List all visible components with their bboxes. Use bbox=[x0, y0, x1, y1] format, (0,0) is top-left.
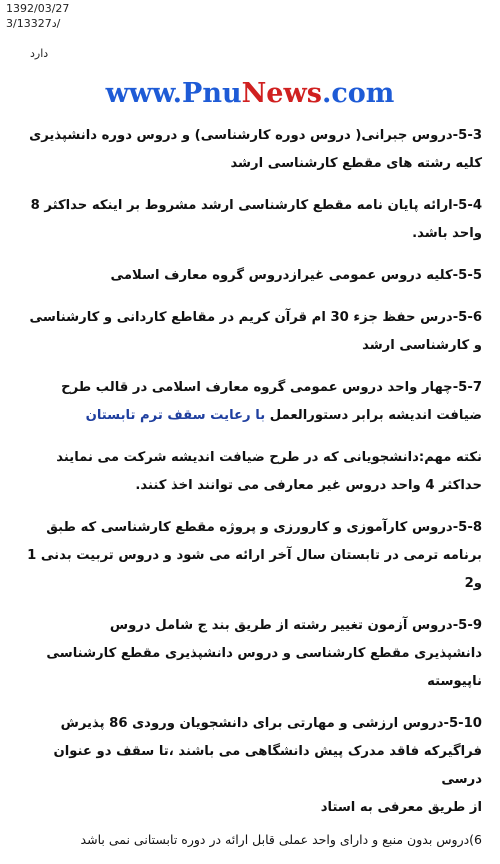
item-5-7 bbox=[18, 374, 482, 430]
document-body bbox=[18, 122, 482, 864]
item-line: 5-7-چهار واحد دروس عمومی گروه معارف اسلامی در قالب طرح bbox=[61, 380, 482, 395]
highlight-text: با رعایت سقف ترم تابستان bbox=[85, 408, 266, 423]
letter-number: 3/13327د/ bbox=[6, 17, 61, 30]
item-line-part: ضیافت اندیشه برابر دستورالعمل bbox=[265, 408, 482, 423]
important-note bbox=[18, 444, 482, 500]
item-line: 5-10-دروس ارزشی و مهارتی برای دانشجویان ورودی 86 پذیرش bbox=[60, 716, 482, 731]
item-line-mixed bbox=[18, 402, 482, 430]
item-line: برنامه ترمی در تابستان سال آخر ارائه می شود و دروس تربیت بدنی 1 و2 bbox=[27, 548, 482, 591]
site-watermark bbox=[0, 78, 500, 109]
site-part-3: .com bbox=[321, 78, 395, 109]
item-line: 5-9-دروس آزمون تغییر رشته از طریق بند ج شامل دروس bbox=[109, 618, 482, 633]
item-line: 5-4-ارائه پایان نامه مقطع کارشناسی ارشد مشروط بر اینکه حداکثر 8 bbox=[30, 198, 482, 213]
attachment-label: دارد bbox=[30, 47, 49, 60]
item-5-3 bbox=[18, 122, 482, 178]
item-line: دانشپذیری مقطع کارشناسی و دروس دانشپذیری مقطع کارشناسی bbox=[46, 646, 482, 661]
item-5-10 bbox=[18, 710, 482, 822]
item-line: 6)دروس بدون منبع و دارای واحد عملی قابل ارائه در دوره تابستانی نمی باشد bbox=[80, 832, 482, 847]
item-line: واحد باشد. bbox=[412, 226, 482, 241]
item-line: از طریق معرفی به استاد bbox=[320, 800, 482, 815]
item-5-9 bbox=[18, 612, 482, 696]
item-line: 5-3-دروس جبرانی( دروس دوره کارشناسی) و دروس دوره دانشپذیری bbox=[29, 128, 482, 143]
site-part-1: www.Pnu bbox=[105, 78, 242, 109]
item-line: حداکثر 4 واحد دروس غیر معارفی می توانند اخذ کنند. bbox=[135, 478, 482, 493]
item-6 bbox=[18, 830, 482, 850]
item-line: 5-6-درس حفظ جزء 30 ام قرآن کریم در مقاطع کاردانی و کارشناسی bbox=[29, 310, 482, 325]
site-part-2: News bbox=[241, 78, 322, 109]
item-5-5 bbox=[18, 262, 482, 290]
item-line: 5-5-کلیه دروس عمومی غیرازدروس گروه معارف اسلامی bbox=[110, 268, 482, 283]
item-5-4 bbox=[18, 192, 482, 248]
item-line: 5-8-دروس کارآموزی و کارورزی و پروژه مقطع کارشناسی که طبق bbox=[46, 520, 482, 535]
item-5-8 bbox=[18, 514, 482, 598]
item-line: و کارشناسی ارشد bbox=[362, 338, 482, 353]
item-line: فراگیرکه فاقد مدرک پیش دانشگاهی می باشند ،تا سقف دو عنوان درسی bbox=[53, 744, 482, 787]
item-line: نکته مهم:دانشجویانی که در طرح ضیافت اندیشه شرکت می نمایند bbox=[56, 450, 482, 465]
item-line: کلیه رشته های مقطع کارشناسی ارشد bbox=[230, 156, 482, 171]
item-5-6 bbox=[18, 304, 482, 360]
item-line: ناپیوسته bbox=[427, 674, 482, 689]
letter-date: 1392/03/27 bbox=[6, 2, 70, 15]
